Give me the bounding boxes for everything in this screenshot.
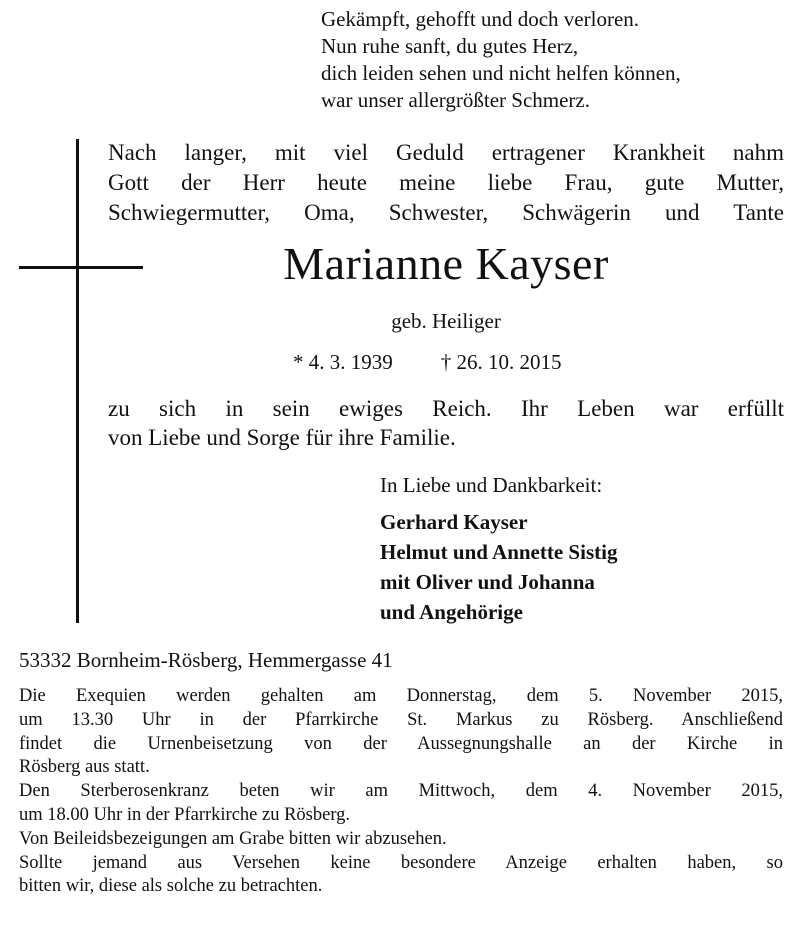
poem-line: Gekämpft, gehofft und doch verloren. (321, 7, 640, 31)
poem-line: Nun ruhe sanft, du gutes Herz, (321, 34, 579, 58)
intro-line: Nach langer, mit viel Geduld ertragener Krankheit nahm (108, 140, 784, 165)
info-line: Sollte jemand aus Versehen keine besondere Anzeige erhalten haben, so (19, 852, 783, 873)
continuation-line: zu sich in sein ewiges Reich. Ihr Leben war erfüllt (108, 396, 784, 421)
signer: und Angehörige (380, 600, 523, 624)
intro-text (108, 138, 784, 228)
signer: Helmut und Annette Sistig (380, 540, 618, 564)
thanks-line: In Liebe und Dankbarkeit: (380, 473, 603, 497)
poem-line: dich leiden sehen und nicht helfen können, (321, 61, 681, 85)
death-date: † 26. 10. 2015 (440, 350, 562, 374)
signer: mit Oliver und Johanna (380, 570, 595, 594)
birth-name: geb. Heiliger (391, 309, 501, 333)
info-line: um 13.30 Uhr in der Pfarrkirche St. Markus zu Rösberg. Anschließend (19, 709, 783, 730)
info-line: um 18.00 Uhr in der Pfarrkirche zu Rösberg. (19, 804, 351, 825)
continuation-line: von Liebe und Sorge für ihre Familie. (108, 425, 456, 450)
info-line: Von Beileidsbezeigungen am Grabe bitten wir abzusehen. (19, 828, 447, 849)
birth-date: * 4. 3. 1939 (293, 350, 393, 374)
deceased-name: Marianne Kayser (283, 238, 609, 289)
continuation-text (108, 394, 784, 452)
signers (380, 507, 617, 627)
life-dates (293, 347, 562, 377)
info-line: bitten wir, diese als solche zu betrachten. (19, 876, 323, 897)
funeral-info (19, 685, 783, 899)
signer: Gerhard Kayser (380, 510, 528, 534)
poem-line: war unser allergrößter Schmerz. (321, 88, 591, 112)
info-line: Rösberg aus statt. (19, 757, 150, 778)
info-line: findet die Urnenbeisetzung von der Aussegnungshalle an der Kirche in (19, 733, 783, 754)
intro-line: Schwiegermutter, Oma, Schwester, Schwägerin und Tante (108, 200, 784, 225)
info-line: Den Sterberosenkranz beten wir am Mittwoch, dem 4. November 2015, (19, 781, 783, 802)
info-line: Die Exequien werden gehalten am Donnerstag, dem 5. November 2015, (19, 686, 783, 706)
address: 53332 Bornheim-Rösberg, Hemmergasse 41 (19, 648, 393, 672)
poem (321, 6, 681, 114)
intro-line: Gott der Herr heute meine liebe Frau, gute Mutter, (108, 170, 784, 195)
cross-icon (76, 139, 79, 623)
